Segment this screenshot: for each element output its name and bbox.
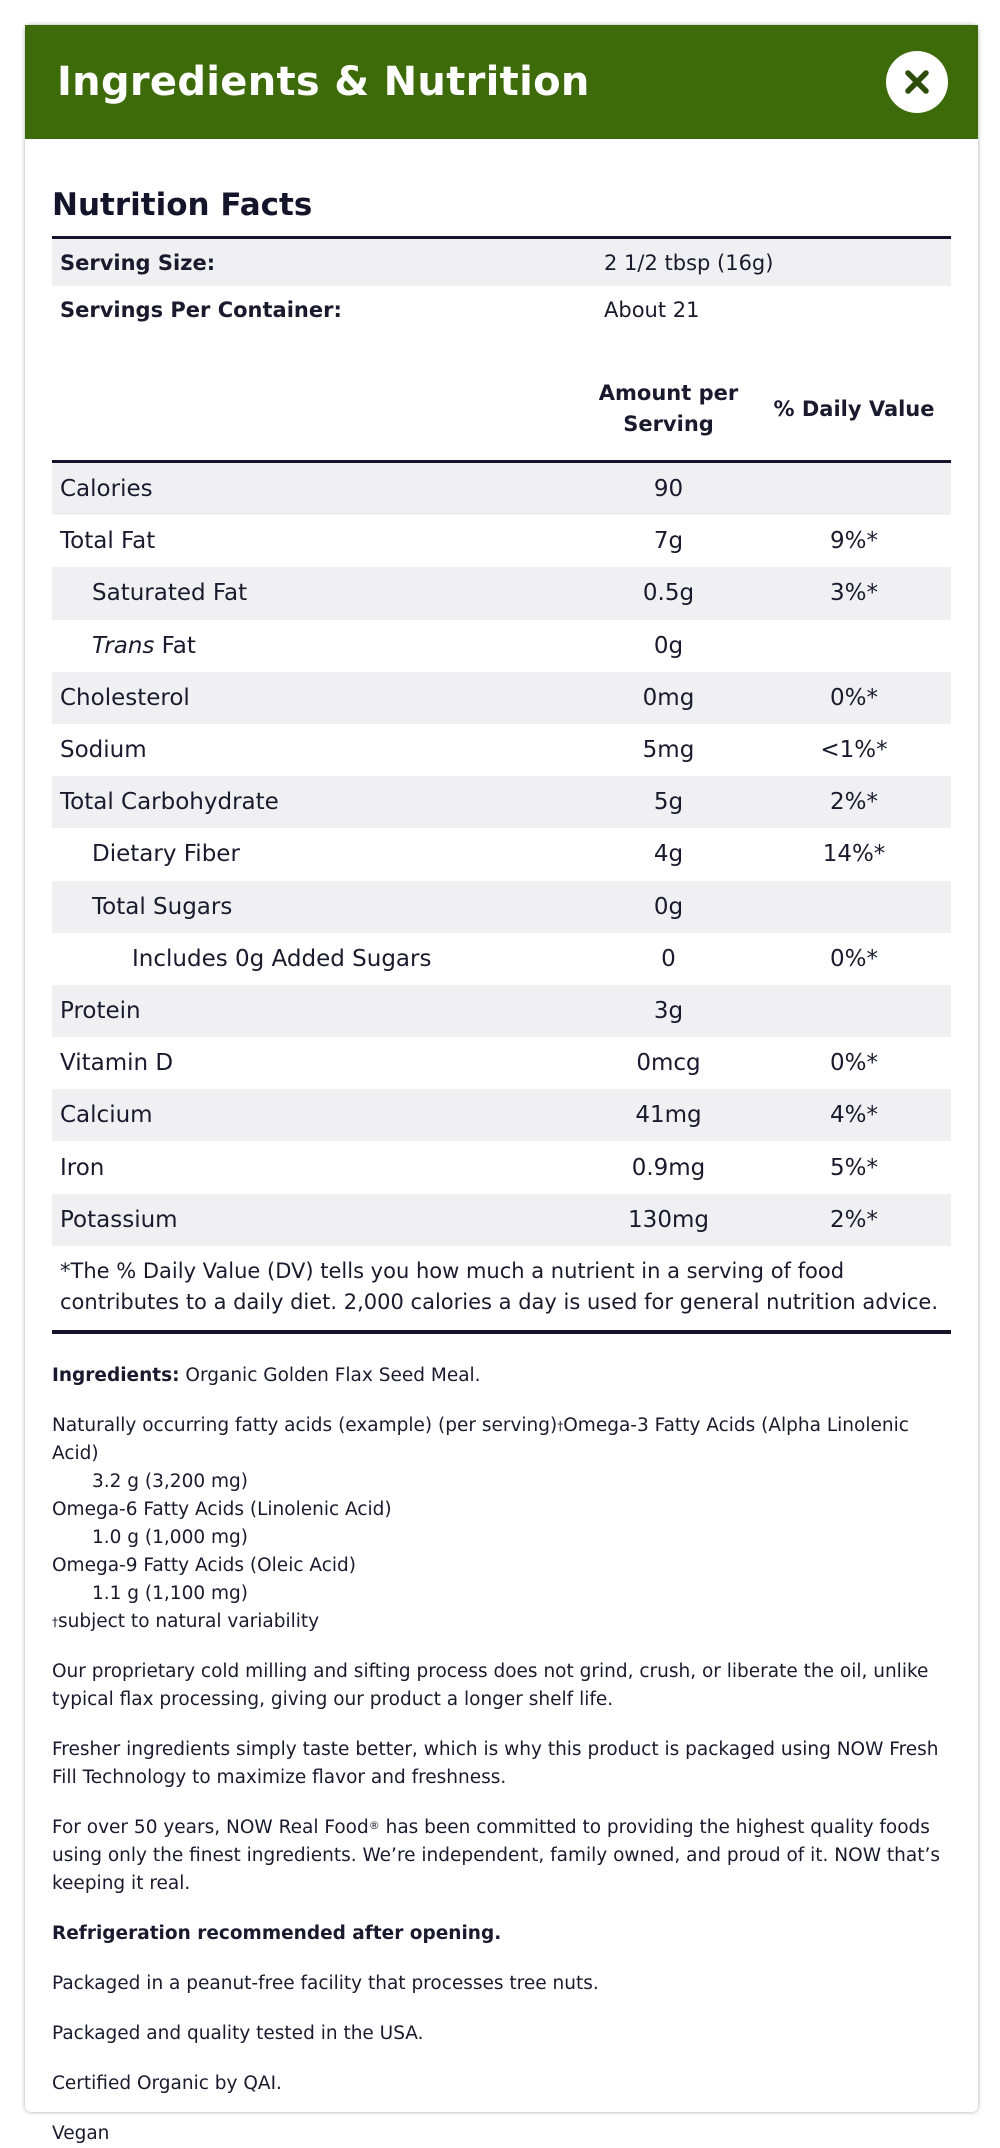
nutrient-name: Sodium	[60, 737, 147, 764]
table-row	[52, 724, 951, 776]
nutrient-name: Total Sugars	[92, 893, 233, 920]
table-row	[52, 933, 951, 985]
nutrient-daily-value: 9%*	[830, 528, 878, 555]
close-button[interactable]	[886, 51, 948, 113]
nutrient-name: Saturated Fat	[92, 580, 248, 607]
organic-note: Certified Organic by QAI.	[52, 2072, 282, 2094]
nutrient-amount: 0.5g	[642, 580, 695, 607]
ingredients-nutrition-modal	[25, 25, 978, 2144]
nutrient-amount: 7g	[653, 528, 684, 555]
ingredients-label: Ingredients:	[52, 1364, 180, 1386]
table-row	[52, 515, 951, 567]
trans-fat-suffix: Fat	[154, 632, 196, 659]
amount-per-serving-header	[580, 378, 757, 440]
daily-value-header: % Daily Value	[773, 397, 935, 421]
variability-line	[52, 1608, 951, 1636]
refrigeration-text: Refrigeration recommended after opening.	[52, 1922, 502, 1944]
nutrient-name: Protein	[60, 997, 141, 1024]
nutrient-amount: 0	[661, 945, 676, 972]
table-row	[52, 1194, 951, 1246]
nutrient-amount: 41mg	[635, 1102, 702, 1129]
dagger-mark: †	[52, 1614, 58, 1629]
nutrient-daily-value: 3%*	[830, 580, 878, 607]
servings-per-container-label: Servings Per Container:	[60, 297, 342, 322]
nutrient-name: Includes 0g Added Sugars	[132, 945, 432, 972]
nutrient-name	[52, 633, 580, 659]
nutrient-amount: 0g	[653, 632, 684, 659]
serving-size-row	[52, 239, 951, 286]
milling-paragraph: Our proprietary cold milling and sifting process does not grind, crush, or liberate the oil, unlike typical flax processing, giving our product a longer shelf life.	[52, 1660, 929, 1710]
close-icon	[904, 69, 930, 95]
omega9-label: Omega-9 Fatty Acids (Oleic Acid)	[52, 1554, 356, 1576]
nutrient-name: Total Fat	[60, 528, 156, 555]
company-paragraph-end: has been committed to providing the highest quality foods using only the finest ingredients. We’re independent, family owned, and proud of it. NOW that’s keeping it real.	[52, 1816, 940, 1894]
ingredients-value: Organic Golden Flax Seed Meal.	[179, 1364, 481, 1386]
servings-per-container-value: About 21	[604, 297, 700, 322]
nutrient-daily-value: 0%*	[830, 1050, 878, 1077]
dagger-mark: †	[557, 1418, 564, 1433]
amount-header-line1: Amount per	[598, 381, 739, 405]
company-paragraph	[52, 1814, 951, 1898]
table-row	[52, 620, 951, 672]
nutrient-rows	[52, 463, 951, 1246]
modal-content	[25, 187, 978, 2148]
ingredients-line	[52, 1362, 951, 1390]
nutrient-daily-value: 14%*	[822, 841, 886, 868]
nutrient-amount: 90	[653, 476, 684, 503]
nutrient-name: Calcium	[60, 1102, 153, 1129]
daily-value-footnote: *The % Daily Value (DV) tells you how much a nutrient in a serving of food contributes to a daily diet. 2,000 calories a day is used for general nutrition advice.	[52, 1246, 951, 1334]
nutrient-daily-value: <1%*	[820, 737, 888, 764]
omega6-value: 1.0 g (1,000 mg)	[92, 1526, 248, 1548]
nutrient-name: Vitamin D	[60, 1050, 174, 1077]
nutrient-daily-value: 4%*	[830, 1102, 878, 1129]
nutrient-name: Total Carbohydrate	[60, 789, 279, 816]
refrigeration-note	[52, 1920, 951, 1948]
trans-italic: Trans	[92, 632, 155, 659]
nutrient-name: Cholesterol	[60, 684, 190, 711]
nutrient-name: Calories	[60, 476, 153, 503]
nutrient-name: Potassium	[60, 1206, 178, 1233]
table-row	[52, 828, 951, 880]
nutrient-table-header	[52, 358, 951, 463]
table-row	[52, 776, 951, 828]
serving-size-label: Serving Size:	[60, 250, 216, 275]
nutrient-amount: 4g	[653, 841, 684, 868]
fatty-acids-intro: Naturally occurring fatty acids (example) (per serving)	[52, 1414, 558, 1436]
modal-title: Ingredients & Nutrition	[57, 59, 590, 105]
modal-header	[25, 25, 978, 139]
serving-size-value: 2 1/2 tbsp (16g)	[604, 250, 774, 275]
table-row	[52, 1037, 951, 1089]
nutrient-amount: 5mg	[642, 737, 695, 764]
nutrient-amount: 0mcg	[636, 1050, 701, 1077]
fatty-acids-block	[52, 1412, 951, 1636]
nutrient-daily-value: 0%*	[830, 684, 878, 711]
nutrient-amount: 3g	[653, 997, 684, 1024]
table-row	[52, 567, 951, 619]
table-row	[52, 463, 951, 515]
nutrient-amount: 0g	[653, 893, 684, 920]
nutrient-daily-value: 2%*	[830, 1206, 878, 1233]
nutrient-daily-value: 5%*	[830, 1154, 878, 1181]
table-row	[52, 881, 951, 933]
nutrient-name: Dietary Fiber	[92, 841, 240, 868]
fatty-acids-intro-line	[52, 1412, 951, 1468]
nutrition-facts-title: Nutrition Facts	[52, 187, 313, 223]
vegan-note: Vegan	[52, 2122, 110, 2144]
nutrient-name: Iron	[60, 1154, 105, 1181]
nutrient-amount: 0mg	[642, 684, 695, 711]
peanut-free-note: Packaged in a peanut-free facility that processes tree nuts.	[52, 1972, 599, 1994]
variability-note: subject to natural variability	[58, 1610, 320, 1632]
product-details	[52, 1362, 951, 2148]
servings-per-container-row	[52, 286, 951, 333]
fresh-fill-paragraph: Fresher ingredients simply taste better, which is why this product is packaged using NOW Fresh Fill Technology to maximize flavor and freshness.	[52, 1738, 939, 1788]
nutrient-daily-value: 2%*	[830, 789, 878, 816]
nutrient-amount: 5g	[653, 789, 684, 816]
table-row	[52, 1141, 951, 1193]
registered-mark: ®	[368, 1818, 380, 1832]
table-row	[52, 1089, 951, 1141]
serving-table	[52, 239, 951, 333]
amount-header-line2: Serving	[623, 412, 714, 436]
nutrient-amount: 130mg	[628, 1206, 709, 1233]
usa-note: Packaged and quality tested in the USA.	[52, 2022, 424, 2044]
company-paragraph-start: For over 50 years, NOW Real Food	[52, 1816, 369, 1838]
table-row	[52, 672, 951, 724]
nutrient-daily-value: 0%*	[830, 945, 878, 972]
omega9-value: 1.1 g (1,100 mg)	[92, 1582, 248, 1604]
omega3-value: 3.2 g (3,200 mg)	[92, 1470, 248, 1492]
omega3-label: Omega-3 Fatty Acids (Alpha Linolenic Acid)	[52, 1414, 909, 1464]
nutrient-amount: 0.9mg	[631, 1154, 706, 1181]
omega6-label: Omega-6 Fatty Acids (Linolenic Acid)	[52, 1498, 392, 1520]
table-row	[52, 985, 951, 1037]
